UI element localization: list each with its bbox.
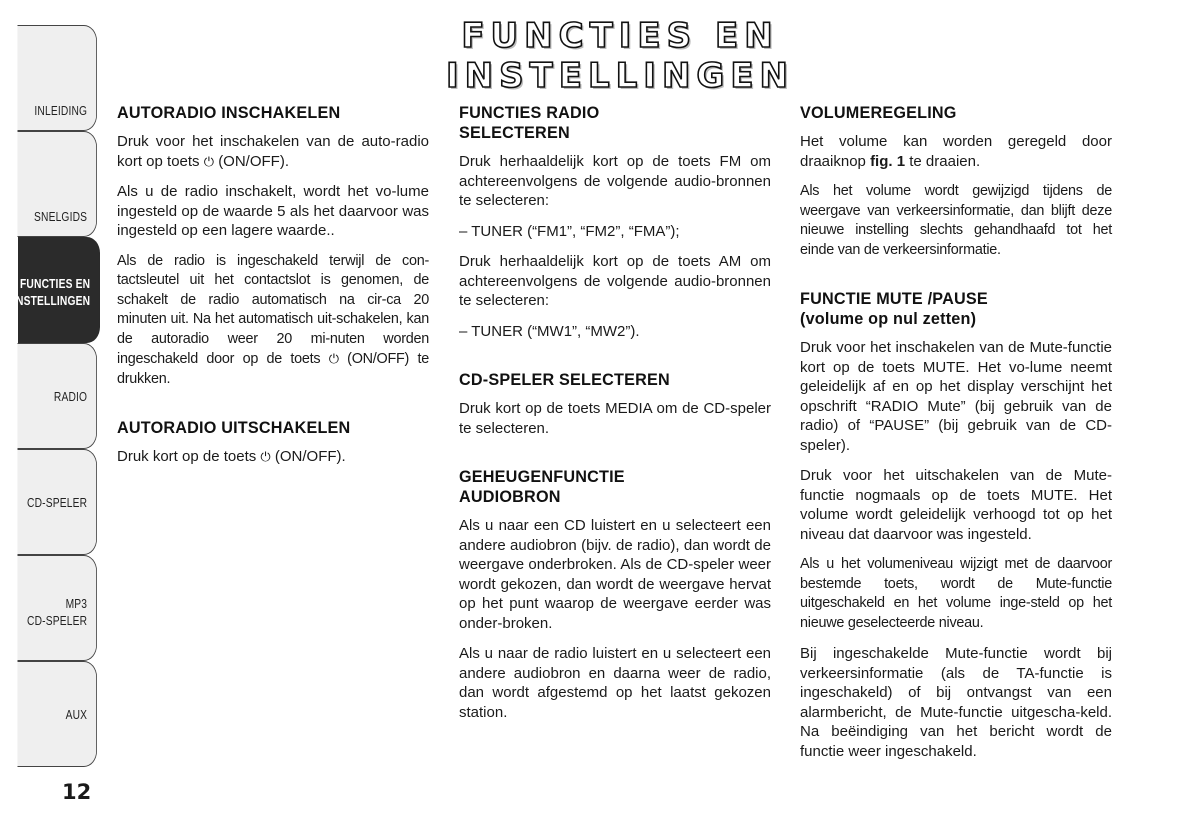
column-1 [117, 103, 429, 478]
paragraph-am: Druk herhaaldelijk kort op de toets AM om achtereenvolgens de volgende audio-bronnen te selecteren: [459, 253, 771, 309]
heading-autoradio-uitschakelen: AUTORADIO UITSCHAKELEN [117, 419, 351, 437]
heading-cd-speler-selecteren: CD-SPELER SELECTEREN [459, 371, 670, 389]
tab-cd-speler[interactable]: CD-SPELER [17, 449, 97, 555]
heading-autoradio-inschakelen: AUTORADIO INSCHAKELEN [117, 104, 341, 122]
paragraph-on-1: Druk voor het inschakelen van de auto-radio kort op toets ⏻ (ON/OFF). [117, 133, 429, 170]
paragraph-vol-2: Als het volume wordt gewijzigd tijdens de weergave van verkeersinformatie, dan blijft deze nieuwe instelling slechts gehandhaafd tot het einde van de verkeersinformatie. [800, 183, 1112, 258]
paragraph-cd: Druk kort op de toets MEDIA om de CD-speler te selecteren. [459, 400, 771, 437]
tab-radio[interactable]: RADIO [17, 343, 97, 449]
paragraph-mem-2: Als u naar de radio luistert en u selecteert een andere audiobron en daarna weer de radio, dan wordt afgestemd op het laatst gekozen station. [459, 645, 771, 721]
page-title: FUNCTIES EN INSTELLINGEN [445, 16, 795, 96]
heading-functies-radio-selecteren: FUNCTIES RADIO SELECTEREN [459, 104, 600, 142]
paragraph-on-3: Als de radio is ingeschakeld terwijl de con-tactsleutel uit het contactslot is genomen, de schakelt de radio automatisch na cir-ca 20 minuten uit. Na het automatisch uit-schakelen, kan de autoradio weer 20 mi-nuten worden ingeschakeld door op de toets ⏻ (ON/OFF) te drukken. [117, 252, 429, 387]
heading-volumeregeling: VOLUMEREGELING [800, 104, 957, 122]
tab-snelgids[interactable]: SNELGIDS [17, 131, 97, 237]
heading-geheugenfunctie: GEHEUGENFUNCTIE AUDIOBRON [459, 468, 625, 506]
paragraph-off: Druk kort op de toets ⏻ (ON/OFF). [117, 448, 346, 465]
power-icon: ⏻ [203, 153, 215, 169]
page-number: 12 [62, 780, 92, 804]
paragraph-mute-1: Druk voor het inschakelen van de Mute-functie kort op de toets MUTE. Het vo-lume neemt geleidelijk af en op het display verschijnt het opschrift “RADIO Mute” (bij gebruik van de radio) of “PAUSE” (bij gebruik van de CD-speler). [800, 339, 1112, 454]
tab-mp3-cd-speler[interactable]: MP3 CD-SPELER [17, 555, 97, 661]
column-2 [459, 103, 771, 733]
paragraph-fm-list: – TUNER (“FM1”, “FM2”, “FMA”); [459, 222, 680, 240]
tab-aux[interactable]: AUX [17, 661, 97, 767]
paragraph-am-list: – TUNER (“MW1”, “MW2”). [459, 322, 640, 340]
power-icon: ⏻ [328, 351, 339, 366]
heading-functie-mute-pause: FUNCTIE MUTE /PAUSE (volume op nul zetten) [800, 290, 988, 328]
paragraph-mute-2: Druk voor het uitschakelen van de Mute-functie nogmaals op de toets MUTE. Het volume wordt geleidelijk verhoogd tot op het niveau dat daarvoor was ingesteld. [800, 467, 1112, 543]
tab-inleiding[interactable]: INLEIDING [17, 25, 97, 131]
paragraph-vol-1: Het volume kan worden geregeld door draaiknop fig. 1 te draaien. [800, 133, 1112, 170]
chapter-tabs [0, 0, 100, 823]
paragraph-fm: Druk herhaaldelijk kort op de toets FM om achtereenvolgens de volgende audio-bronnen te selecteren: [459, 153, 771, 209]
tab-functies-en-instellingen[interactable]: FUNCTIES EN INSTELLINGEN [18, 237, 100, 343]
paragraph-mute-4: Bij ingeschakelde Mute-functie wordt bij verkeersinformatie (als de TA-functie is ingeschakeld) of bij ontvangst van een alarmbericht, de Mute-functie uitgescha-keld. Na beëindiging van het bericht wordt de functie weer ingeschakeld. [800, 645, 1112, 760]
paragraph-mem-1: Als u naar een CD luistert en u selecteert een andere audiobron (bijv. de radio), dan wordt de weergave onderbroken. Als de CD-speler weer wordt gekozen, dan wordt de weergave hervat op het punt waarop de weergave eerder was onder-broken. [459, 517, 771, 632]
paragraph-mute-3: Als u het volumeniveau wijzigt met de daarvoor bestemde toets, wordt de Mute-functie uitgeschakeld en het volume inge-steld op het nieuwe geselecteerde niveau. [800, 556, 1112, 631]
paragraph-on-2: Als u de radio inschakelt, wordt het vo-lume ingesteld op de waarde 5 als het daarvoor was ingesteld op een lagere waarde.. [117, 183, 429, 239]
column-3 [800, 103, 1112, 772]
power-icon: ⏻ [260, 449, 271, 464]
